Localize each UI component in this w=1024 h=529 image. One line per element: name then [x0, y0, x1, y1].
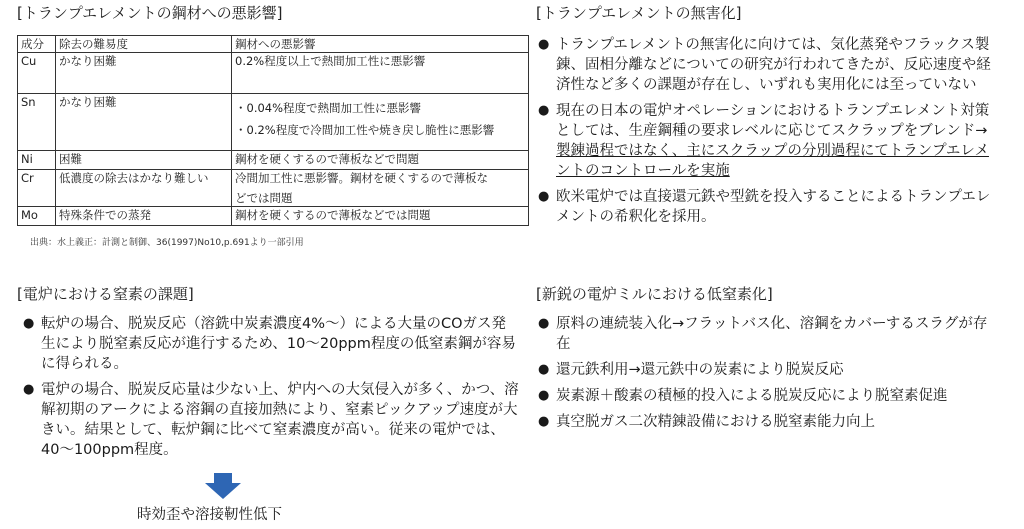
- table-row: [18, 207, 529, 226]
- table-row: [18, 94, 529, 151]
- bullet-text: 欧米電炉では直接還元鉄や型銑を投入することによるトランプエレメントの希釈化を採用。: [556, 189, 991, 225]
- list-item: [536, 360, 998, 380]
- bullet-icon: ●: [23, 382, 35, 397]
- tramp-element-table: [17, 35, 529, 226]
- bullet-icon: ●: [538, 189, 550, 204]
- cell-effect: [232, 94, 529, 151]
- section-title-tramp-effects: [トランプエレメントの鋼材への悪影響]: [17, 4, 283, 22]
- cell-effect: 鋼材を硬くするので薄板などで問題: [232, 151, 529, 170]
- cell-element: Ni: [18, 151, 56, 170]
- header-difficulty: 除去の難易度: [56, 36, 232, 53]
- bullet-icon: ●: [538, 362, 550, 377]
- cell-effect-line: ・0.2%程度で冷間加工性や焼き戻し脆性に悪影響: [235, 123, 495, 137]
- bullet-icon: ●: [538, 316, 550, 331]
- cell-effect-line: 冷間加工性に悪影響。鋼材を硬くするので薄板な: [235, 171, 488, 185]
- table-row: [18, 53, 529, 94]
- bullet-icon: ●: [538, 37, 550, 52]
- bullet-text: 原料の連続装入化→フラットバス化、溶鋼をカバーするスラグが存在: [556, 316, 988, 352]
- cell-difficulty: 困難: [56, 151, 232, 170]
- header-effect: 鋼材への悪影響: [232, 36, 529, 53]
- cell-effect: 0.2%程度以上で熱間加工性に悪影響: [232, 53, 529, 94]
- bullet-icon: ●: [23, 316, 35, 331]
- bullet-text: トランプエレメントの無害化に向けては、気化蒸発やフラックス製錬、固相分離などについての研究が行われてきたが、反応速度や経済性など多くの課題が存在し、いずれも実用化には至っていない: [556, 37, 991, 93]
- table-row: [18, 151, 529, 170]
- cell-difficulty: 特殊条件での蒸発: [56, 207, 232, 226]
- bullet-list-nitrogen-issue: [21, 314, 519, 466]
- cell-difficulty: かなり困難: [56, 94, 232, 151]
- cell-element: Cu: [18, 53, 56, 94]
- bullet-list-tramp-detox: [536, 35, 998, 233]
- cell-difficulty: 低濃度の除去はかなり難しい: [56, 170, 232, 207]
- cell-effect-line: どでは問題: [235, 191, 293, 205]
- section-title-tramp-detox: [トランプエレメントの無害化]: [536, 4, 742, 22]
- list-item: [536, 101, 998, 181]
- list-item: [21, 314, 519, 374]
- cell-effect-line: ・0.04%程度で熱間加工性に悪影響: [235, 101, 422, 115]
- cell-element: Mo: [18, 207, 56, 226]
- list-item: [536, 187, 998, 227]
- source-citation: 出典：水上義正：計測と制御、36(1997)No10,p.691より一部引用: [30, 238, 304, 248]
- bullet-text: 還元鉄利用→還元鉄中の炭素により脱炭反応: [556, 362, 844, 378]
- bullet-text: 現在の日本の電炉オペレーションにおけるトランプエレメント対策としては、生産鋼種の要求レベルに応じてスクラップをブレンド→: [556, 103, 990, 139]
- list-item: [536, 35, 998, 95]
- table-row: [18, 170, 529, 207]
- section-title-nitrogen-issue: [電炉における窒素の課題]: [17, 285, 194, 303]
- bullet-text: 炭素源＋酸素の積極的投入による脱炭反応により脱窒素促進: [556, 388, 948, 404]
- list-item: [536, 412, 998, 432]
- bullet-text: 電炉の場合、脱炭反応量は少ない上、炉内への大気侵入が多く、かつ、溶解初期のアークによる溶鋼の直接加熱により、窒素ピックアップ速度が大きい。結果として、転炉鋼に比べて窒素濃度が高い。従来の電炉では、40～100ppm程度。: [41, 382, 519, 458]
- cell-element: Cr: [18, 170, 56, 207]
- result-text: 時効歪や溶接靭性低下: [137, 507, 282, 523]
- bullet-text-underlined: 製錬過程ではなく、主にスクラップの分別過程にてトランプエレメントのコントロールを実施: [556, 143, 989, 179]
- cell-element: Sn: [18, 94, 56, 151]
- bullet-icon: ●: [538, 388, 550, 403]
- list-item: [21, 380, 519, 460]
- bullet-icon: ●: [538, 103, 550, 118]
- bullet-text: 転炉の場合、脱炭反応（溶銑中炭素濃度4%～）による大量のCOガス発生により脱窒素反応が進行するため、10～20ppm程度の低窒素鋼が容易に得られる。: [41, 316, 516, 372]
- bullet-list-low-nitrogen: [536, 314, 998, 438]
- table-header-row: [18, 36, 529, 53]
- section-title-low-nitrogen: [新鋭の電炉ミルにおける低窒素化]: [536, 285, 773, 303]
- list-item: [536, 386, 998, 406]
- down-arrow-icon: [205, 473, 241, 499]
- cell-difficulty: かなり困難: [56, 53, 232, 94]
- bullet-text: 真空脱ガス二次精錬設備における脱窒素能力向上: [556, 414, 875, 430]
- list-item: [536, 314, 998, 354]
- bullet-icon: ●: [538, 414, 550, 429]
- cell-effect: [232, 170, 529, 207]
- cell-effect: 鋼材を硬くするので薄板などでは問題: [232, 207, 529, 226]
- header-element: 成分: [18, 36, 56, 53]
